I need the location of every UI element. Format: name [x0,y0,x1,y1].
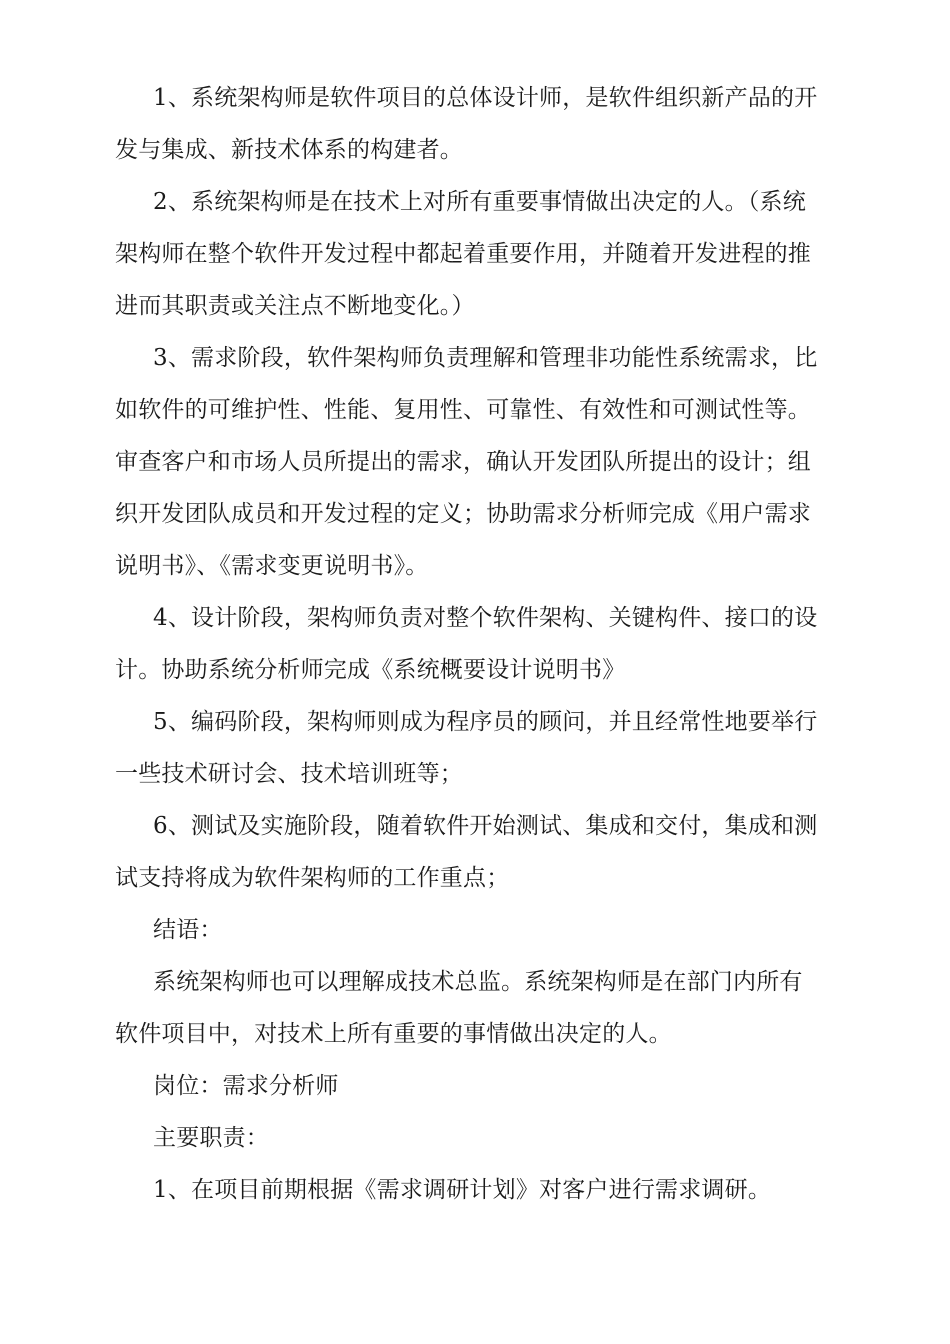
text-line: 进而其职责或关注点不断地变化。） [115,293,475,319]
text-line: 1、系统架构师是软件项目的总体设计师，是软件组织新产品的开 [153,85,818,111]
paragraph-conclusion-heading [115,904,837,956]
document-page [115,72,837,1216]
text-line: 结语： [153,917,223,943]
paragraph-architect-decisions [115,176,837,332]
paragraph-design-phase [115,592,837,696]
paragraph-position-title [115,1060,837,1112]
paragraph-coding-phase [115,696,837,800]
text-line: 5、编码阶段，架构师则成为程序员的顾问，并且经常性地要举行 [153,709,818,735]
text-line: 织开发团队成员和开发过程的定义；协助需求分析师完成《用户需求 [115,501,811,527]
text-line: 如软件的可维护性、性能、复用性、可靠性、有效性和可测试性等。 [115,397,811,423]
text-line: 说明书》、《需求变更说明书》。 [115,553,429,579]
paragraph-duties-heading [115,1112,837,1164]
text-line: 架构师在整个软件开发过程中都起着重要作用，并随着开发进程的推 [115,241,811,267]
text-line: 审查客户和市场人员所提出的需求，确认开发团队所提出的设计；组 [115,449,811,475]
text-line: 软件项目中，对技术上所有重要的事情做出决定的人。 [115,1021,672,1047]
text-line: 4、设计阶段，架构师负责对整个软件架构、关键构件、接口的设 [153,605,818,631]
text-line: 3、需求阶段，软件架构师负责理解和管理非功能性系统需求，比 [153,345,818,371]
paragraph-testing-phase [115,800,837,904]
paragraph-duty-1 [115,1164,837,1216]
text-line: 试支持将成为软件架构师的工作重点； [115,865,510,891]
paragraph-requirements-phase [115,332,837,592]
paragraph-architect-role [115,72,837,176]
text-line: 6、测试及实施阶段，随着软件开始测试、集成和交付，集成和测 [153,813,818,839]
text-line: 发与集成、新技术体系的构建者。 [115,137,463,163]
text-line: 2、系统架构师是在技术上对所有重要事情做出决定的人。（系统 [153,189,806,215]
text-line: 主要职责： [153,1125,269,1151]
text-line: 一些技术研讨会、技术培训班等； [115,761,463,787]
text-line: 岗位：需求分析师 [153,1073,339,1099]
text-line: 系统架构师也可以理解成技术总监。系统架构师是在部门内所有 [153,969,803,995]
text-line: 计。协助系统分析师完成《系统概要设计说明书》 [115,657,626,683]
text-line: 1、在项目前期根据《需求调研计划》对客户进行需求调研。 [153,1177,772,1203]
paragraph-conclusion [115,956,837,1060]
